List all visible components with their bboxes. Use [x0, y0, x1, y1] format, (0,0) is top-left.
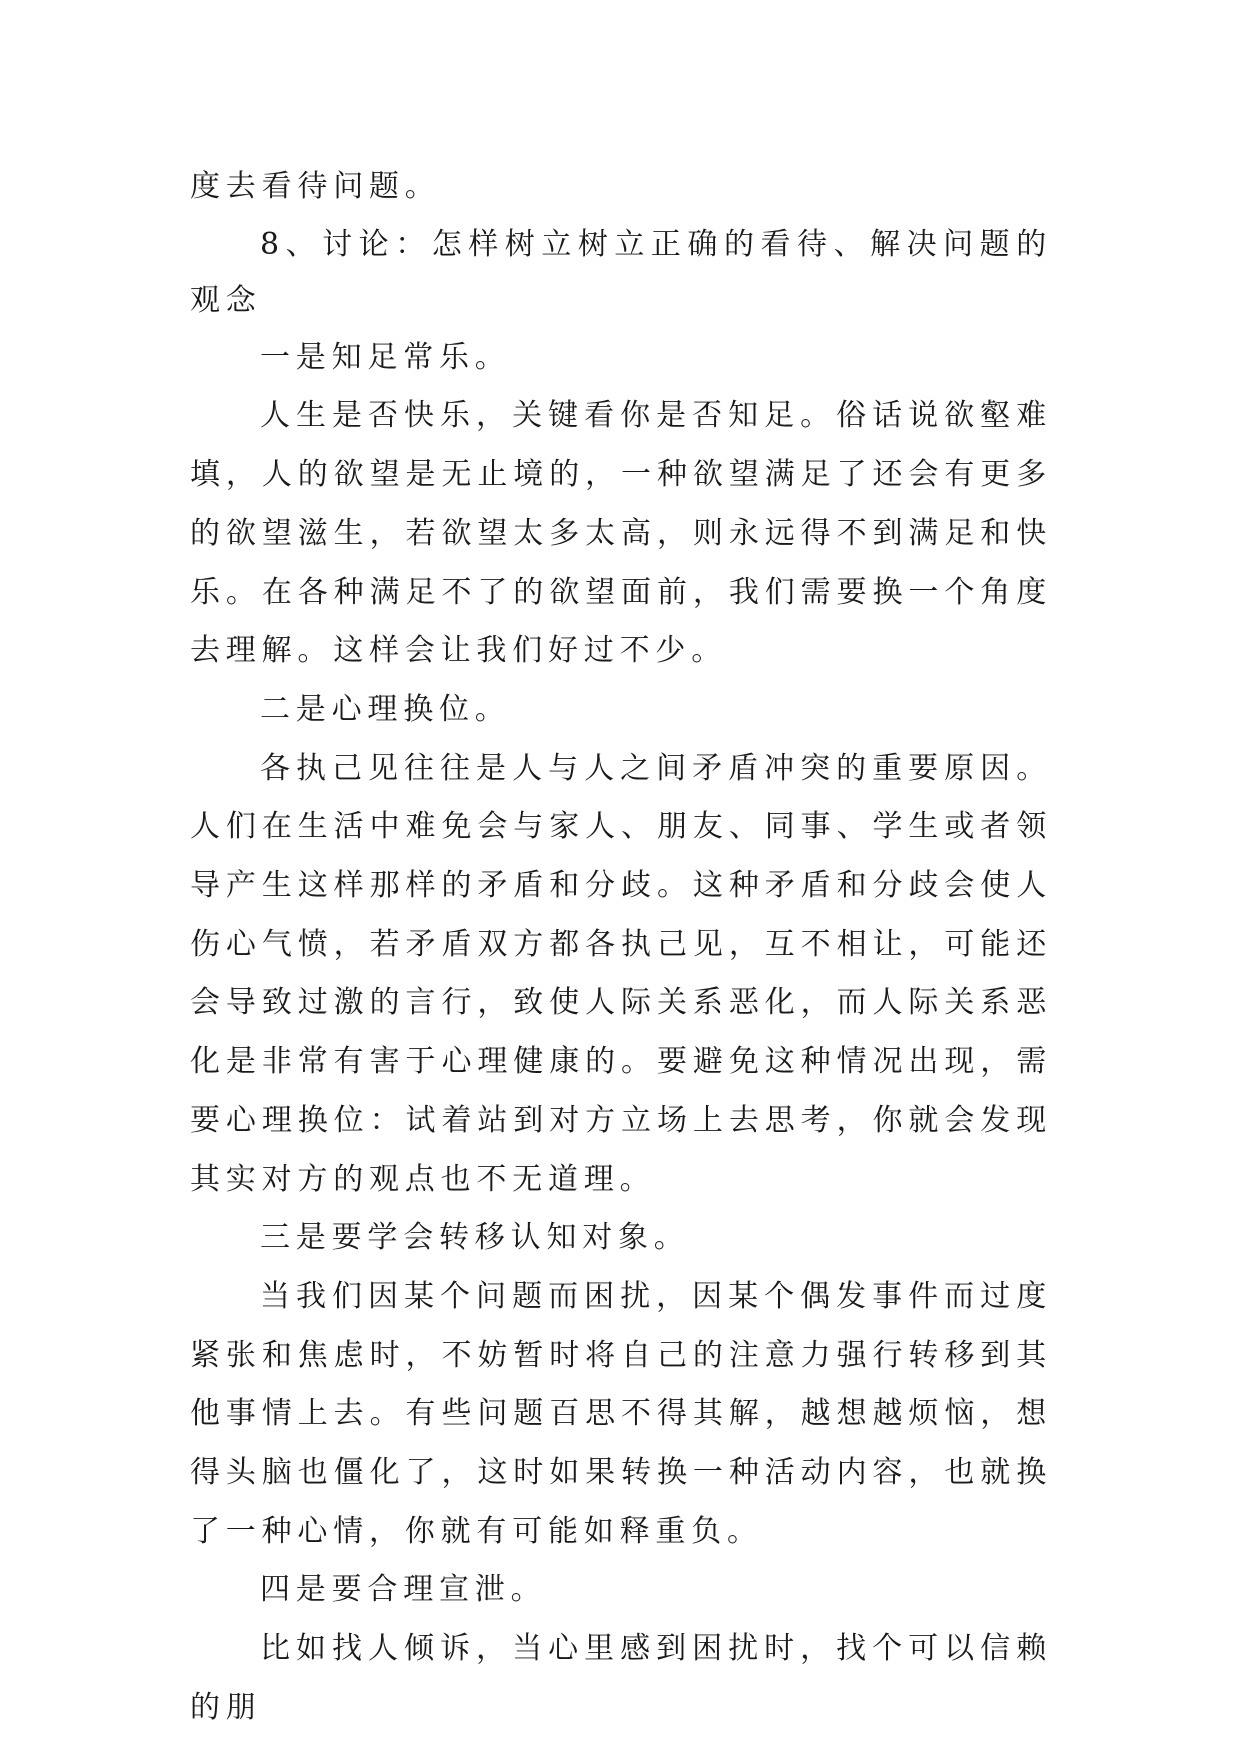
paragraph-point-four-heading: 四是要合理宣泄。: [260, 1572, 547, 1608]
body-text: [190, 158, 1052, 1738]
paragraph-point-two-body: 各执己见往往是人与人之间矛盾冲突的重要原因。人们在生活中难免会与家人、朋友、同事、学生或者领导产生这样那样的矛盾和分歧。这种矛盾和分歧会使人伤心气愤，若矛盾双方都各执己见，互不相让，可能还会导致过激的言行，致使人际关系恶化，而人际关系恶化是非常有害于心理健康的。要避免这种情况出现，需要心理换位：试着站到对方立场上去思考，你就会发现其实对方的观点也不无道理。: [190, 750, 1052, 1197]
paragraph-point-two-heading: 二是心理换位。: [260, 691, 511, 727]
paragraph-point-three-body: 当我们因某个问题而困扰，因某个偶发事件而过度紧张和焦虑时，不妨暂时将自己的注意力强行转移到其他事情上去。有些问题百思不得其解，越想越烦恼，想得头脑也僵化了，这时如果转换一种活动内容，也就换了一种心情，你就有可能如释重负。: [190, 1278, 1052, 1549]
paragraph-point-one-body: 人生是否快乐，关键看你是否知足。俗话说欲壑难填，人的欲望是无止境的，一种欲望满足了还会有更多的欲望滋生，若欲望太多太高，则永远得不到满足和快乐。在各种满足不了的欲望面前，我们需要换一个角度去理解。这样会让我们好过不少。: [190, 398, 1052, 669]
paragraph-point-four-body: 比如找人倾诉，当心里感到困扰时，找个可以信赖的朋: [190, 1631, 1052, 1725]
paragraph-point-one-heading: 一是知足常乐。: [260, 339, 511, 375]
paragraph-point-three-heading: 三是要学会转移认知对象。: [260, 1220, 690, 1256]
paragraph-continuation: 度去看待问题。: [190, 169, 441, 204]
paragraph-discussion-heading: 8、讨论：怎样树立树立正确的看待、解决问题的观念: [190, 226, 1052, 318]
